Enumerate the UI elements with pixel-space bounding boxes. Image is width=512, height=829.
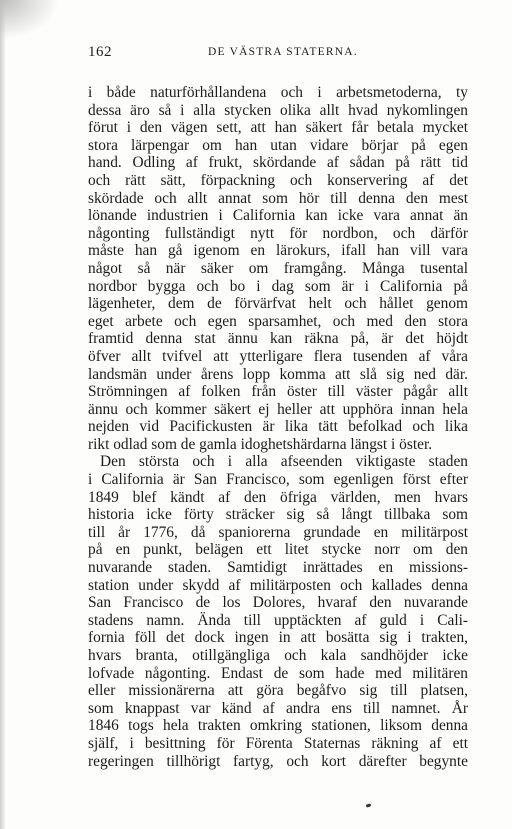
page-header <box>88 44 468 66</box>
text-line: måste han gå igenom en lärokurs, ifall han vill vara <box>88 242 468 260</box>
text-line: i California är San Francisco, som egenligen först efter <box>88 471 468 489</box>
text-line: framtid denna stat ännu kan räkna på, är det höjdt <box>88 330 468 348</box>
text-line: hand. Odling af frukt, skördande af sådan på rätt tid <box>88 154 468 172</box>
text-line: i både naturförhållandena och i arbetsmetoderna, ty <box>88 84 468 101</box>
text-line-paragraph-end: rikt odlad som de gamla idoghetshärdarna längst i öster. <box>88 435 433 453</box>
text-line: som knappast var känd af andra ens till namnet. År <box>88 699 468 717</box>
text-line: ännu och kommer säkert ej heller att upphöra innan hela <box>88 400 468 418</box>
text-line: 1849 blef kändt af den öfriga världen, men hvars <box>88 488 468 506</box>
text-line: lägenheter, dem de förvärfvat helt och hållet genom <box>88 295 468 313</box>
text-line: nuvarande staden. Samtidigt inrättades en missions- <box>88 559 468 577</box>
text-line: dessa äro så i alla stycken olika allt hvad nykomlingen <box>88 101 468 119</box>
text-line: och rätt sätt, förpackning och konservering af det <box>88 171 468 189</box>
text-line: hvars branta, otillgängliga och kala sandhöjder icke <box>88 647 468 664</box>
page-edge-shadow <box>0 0 6 829</box>
text-line: San Francisco de los Dolores, hvaraf den nuvarande <box>88 594 468 612</box>
ink-speck <box>366 803 372 808</box>
text-line: skördade och allt annat som hör till denna den mest <box>88 189 468 207</box>
body-text <box>88 84 468 770</box>
text-line: regeringen tillhörigt fartyg, och kort därefter begynte <box>88 752 468 770</box>
text-line: station under skydd af militärposten och kallades denna <box>88 576 468 594</box>
text-line: stora lärpengar om han utan vidare börjar på egen <box>88 136 468 154</box>
text-line: landsmän under årens lopp komma att slå sig ned där. <box>88 365 468 383</box>
text-line: stadens namn. Ända till upptäckten af guld i Cali- <box>88 611 468 629</box>
text-line: själf, i besittning för Förenta Staternas räkning af ett <box>88 734 468 752</box>
text-line: lönande industrien i California kan icke vara annat än <box>88 207 468 225</box>
text-line: Strömningen af folken från öster till väster pågår allt <box>88 383 468 401</box>
text-line: något så när säker om framgång. Många tusental <box>88 259 468 277</box>
page-number: 162 <box>88 44 112 60</box>
text-line: fornia föll det dock ingen in att bosätta sig i trakten, <box>88 629 468 647</box>
text-line: eller missionärerna att göra begåfvo sig till platsen, <box>88 682 468 700</box>
text-line: på en punkt, belägen ett litet stycke norr om den <box>88 541 468 559</box>
text-line: öfver allt tvifvel att ytterligare flera tusenden af våra <box>88 347 468 365</box>
text-line: förut i den vägen sett, att han säkert får betala mycket <box>88 119 468 137</box>
text-line-paragraph-start: Den största och i alla afseenden viktigaste staden <box>100 453 468 471</box>
text-line: eget arbete och egen sparsamhet, och med den stora <box>88 312 468 330</box>
page-corner-shadow <box>0 0 60 40</box>
text-line: någonting fullständigt nytt för nordbon, och därför <box>88 224 468 242</box>
running-head: DE VÄSTRA STATERNA. <box>208 46 358 58</box>
text-line: historia icke förty sträcker sig så långt tillbaka som <box>88 506 468 524</box>
text-line: till år 1776, då spaniorerna grundade en militärpost <box>88 523 468 541</box>
text-line: nordbor bygga och bo i dag som är i California på <box>88 277 468 295</box>
text-line: nejden vid Pacifickusten är lika tätt befolkad och lika <box>88 418 468 436</box>
text-line: lofvade någonting. Endast de som hade med militären <box>88 664 468 682</box>
text-line: 1846 togs hela trakten omkring stationen, liksom denna <box>88 717 468 735</box>
